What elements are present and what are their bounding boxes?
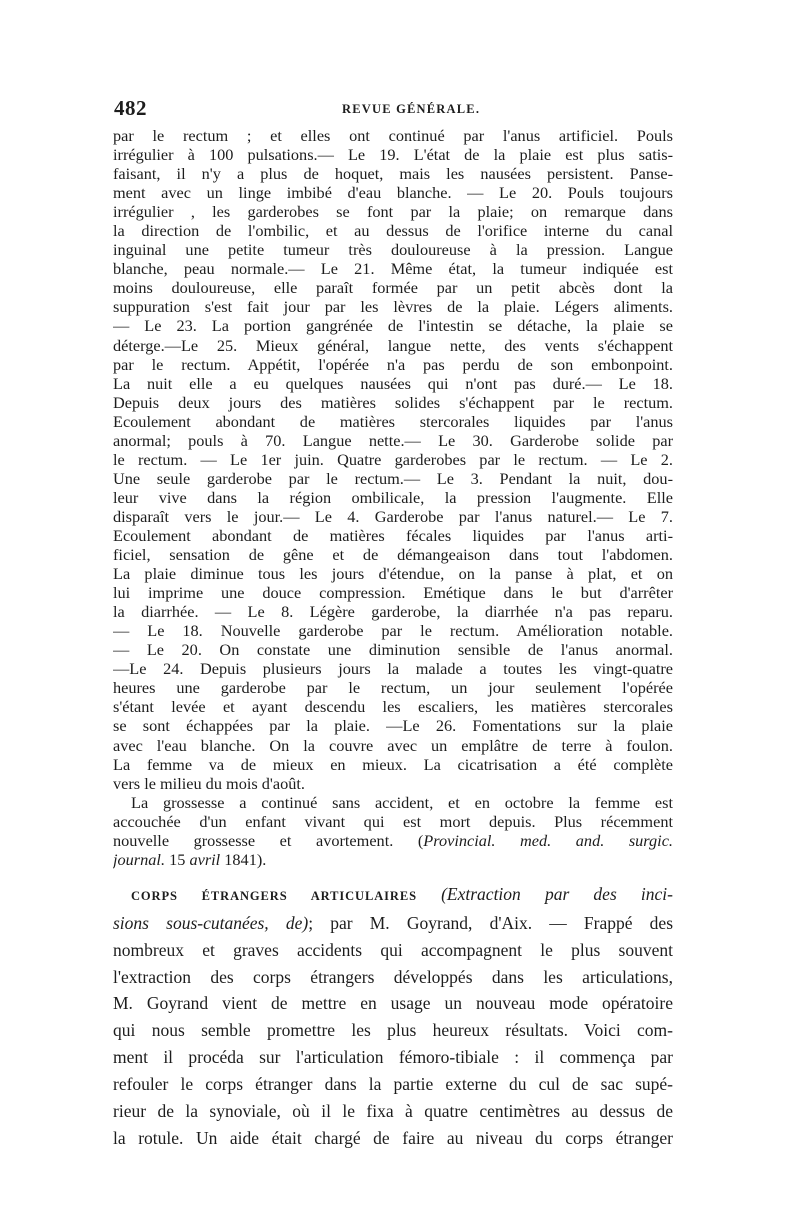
text-line: par le rectum ; et elles ont continué par l'anus artificiel. Pouls [113, 126, 673, 145]
text-line: se sont échappées par la plaie. —Le 26. Fomentations sur la plaie [113, 716, 673, 736]
text-line: M. Goyrand vient de mettre en usage un nouveau mode opératoire [113, 993, 673, 1014]
article-heading-line [113, 881, 673, 910]
text-line: Une seule garderobe par le rectum.— Le 3. Pendant la nuit, dou- [113, 468, 673, 488]
text-line: La grossesse a continué sans accident, et en octobre la femme est [131, 792, 673, 812]
citation-open: ( [417, 830, 424, 850]
text-line [113, 910, 673, 937]
section-heading: CORPS ÉTRANGERS ARTICULAIRES [131, 888, 417, 903]
text-line: irrégulier , les garderobes se font par la plaie; on remarque dans [113, 202, 673, 222]
case-report-text [113, 126, 673, 869]
text-line: La plaie diminue tous les jours d'étendue, on la panse à plat, et on [113, 564, 673, 584]
journal-title: Provincial. med. and. surgic. [423, 830, 673, 850]
text-line: moins douloureuse, elle paraît formée par un petit abcès dont la [113, 278, 673, 298]
text-line: ficiel, sensation de gêne et de démangeaison dans tout l'abdomen. [113, 545, 673, 565]
text-line: s'étant levée et ayant descendu les escaliers, les matières stercorales [113, 697, 673, 717]
page-number: 482 [114, 96, 147, 120]
book-page [113, 96, 673, 1152]
citation-month: avril [189, 849, 221, 869]
text-run: ; par M. Goyrand, d'Aix. — Frappé des [308, 912, 673, 933]
text-line: irrégulier à 100 pulsations.— Le 19. L'état de la plaie est plus satis- [113, 145, 673, 165]
text-line: lui imprime une douce compression. Emétique dans le but d'arrêter [113, 583, 673, 603]
text-line: vers le milieu du mois d'août. [113, 773, 305, 793]
text-line: l'extraction des corps étrangers développés dans les articulations, [113, 966, 673, 987]
text-line: le rectum. — Le 1er juin. Quatre garderobes par le rectum. — Le 2. [113, 449, 673, 469]
heading-italic-cont: sions sous-cutanées, de) [113, 912, 309, 933]
text-line: Ecoulement abondant de matières fécales liquides par l'anus arti- [113, 525, 673, 545]
text-line: par le rectum. Appétit, l'opérée n'a pas perdu de son embonpoint. [113, 354, 673, 374]
text-line: la direction de l'ombilic, et au dessus de l'orifice interne du canal [113, 221, 673, 241]
text-line: la rotule. Un aide était chargé de faire au niveau du corps étranger [113, 1127, 673, 1148]
text-line: — Le 18. Nouvelle garderobe par le rectum. Amélioration notable. [113, 621, 673, 641]
text-line: ment il procéda sur l'articulation fémoro-tibiale : il commença par [113, 1047, 673, 1068]
text-line: suppuration s'est fait jour par les lèvres de la plaie. Légers aliments. [113, 297, 673, 317]
text-line: inguinal une petite tumeur très douloureuse à la pression. Langue [113, 240, 673, 260]
text-line: nombreux et graves accidents qui accompagnent le plus souvent [113, 939, 673, 960]
text-line: disparaît vers le jour.— Le 4. Garderobe par l'anus naturel.— Le 7. [113, 506, 673, 526]
text-line: faisant, il n'y a plus de hoquet, mais les nausées persistent. Panse- [113, 164, 673, 184]
text-line: qui nous semble promettre les plus heureux résultats. Voici com- [113, 1020, 673, 1041]
text-line: —Le 24. Depuis plusieurs jours la malade a toutes les vingt-quatre [113, 659, 673, 679]
text-line: rieur de la synoviale, où il le fixa à quatre centimètres au dessus de [113, 1101, 673, 1122]
text-line: avec l'eau blanche. On la couvre avec un emplâtre de terre à foulon. [113, 735, 673, 755]
page-header [113, 96, 673, 126]
text-line: — Le 20. On constate une diminution sensible de l'anus anormal. [113, 640, 673, 660]
citation-day: 15 [165, 849, 190, 869]
text-line: accouchée d'un enfant vivant qui est mort depuis. Plus récemment [113, 811, 673, 831]
running-head: REVUE GÉNÉRALE. [342, 102, 481, 116]
journal-title-cont: journal. [113, 849, 166, 869]
text-line: anormal; pouls à 70. Langue nette.— Le 30. Garderobe solide par [113, 430, 673, 450]
citation-year: 1841). [220, 849, 267, 869]
heading-italic: (Extraction par des inci- [441, 883, 673, 904]
citation-line [113, 831, 673, 850]
text-run: nouvelle grossesse et avortement. [113, 830, 394, 850]
text-line: la diarrhée. — Le 8. Légère garderobe, la diarrhée n'a pas reparu. [113, 602, 673, 622]
text-line: refouler le corps étranger dans la partie externe du cul de sac supé- [113, 1074, 673, 1095]
text-line: heures une garderobe par le rectum, un jour seulement l'opérée [113, 678, 673, 698]
text-line: La nuit elle a eu quelques nausées qui n'ont pas duré.— Le 18. [113, 373, 673, 393]
text-line: leur vive dans la région ombilicale, la pression l'augmente. Elle [113, 487, 673, 507]
text-line: déterge.—Le 25. Mieux général, langue nette, des vents s'échappent [113, 335, 673, 355]
text-line: Ecoulement abondant de matières stercorales liquides par l'anus [113, 411, 673, 431]
text-line: Depuis deux jours des matières solides s'échappent par le rectum. [113, 392, 673, 412]
citation-line [113, 850, 673, 869]
text-line: blanche, peau normale.— Le 21. Même état, la tumeur indiquée est [113, 259, 673, 279]
text-line: La femme va de mieux en mieux. La cicatrisation a été complète [113, 754, 673, 774]
text-line: ment avec un linge imbibé d'eau blanche. — Le 20. Pouls toujours [113, 183, 673, 203]
text-line: — Le 23. La portion gangrénée de l'intestin se détache, la plaie se [113, 316, 673, 336]
article-text [113, 881, 673, 1152]
